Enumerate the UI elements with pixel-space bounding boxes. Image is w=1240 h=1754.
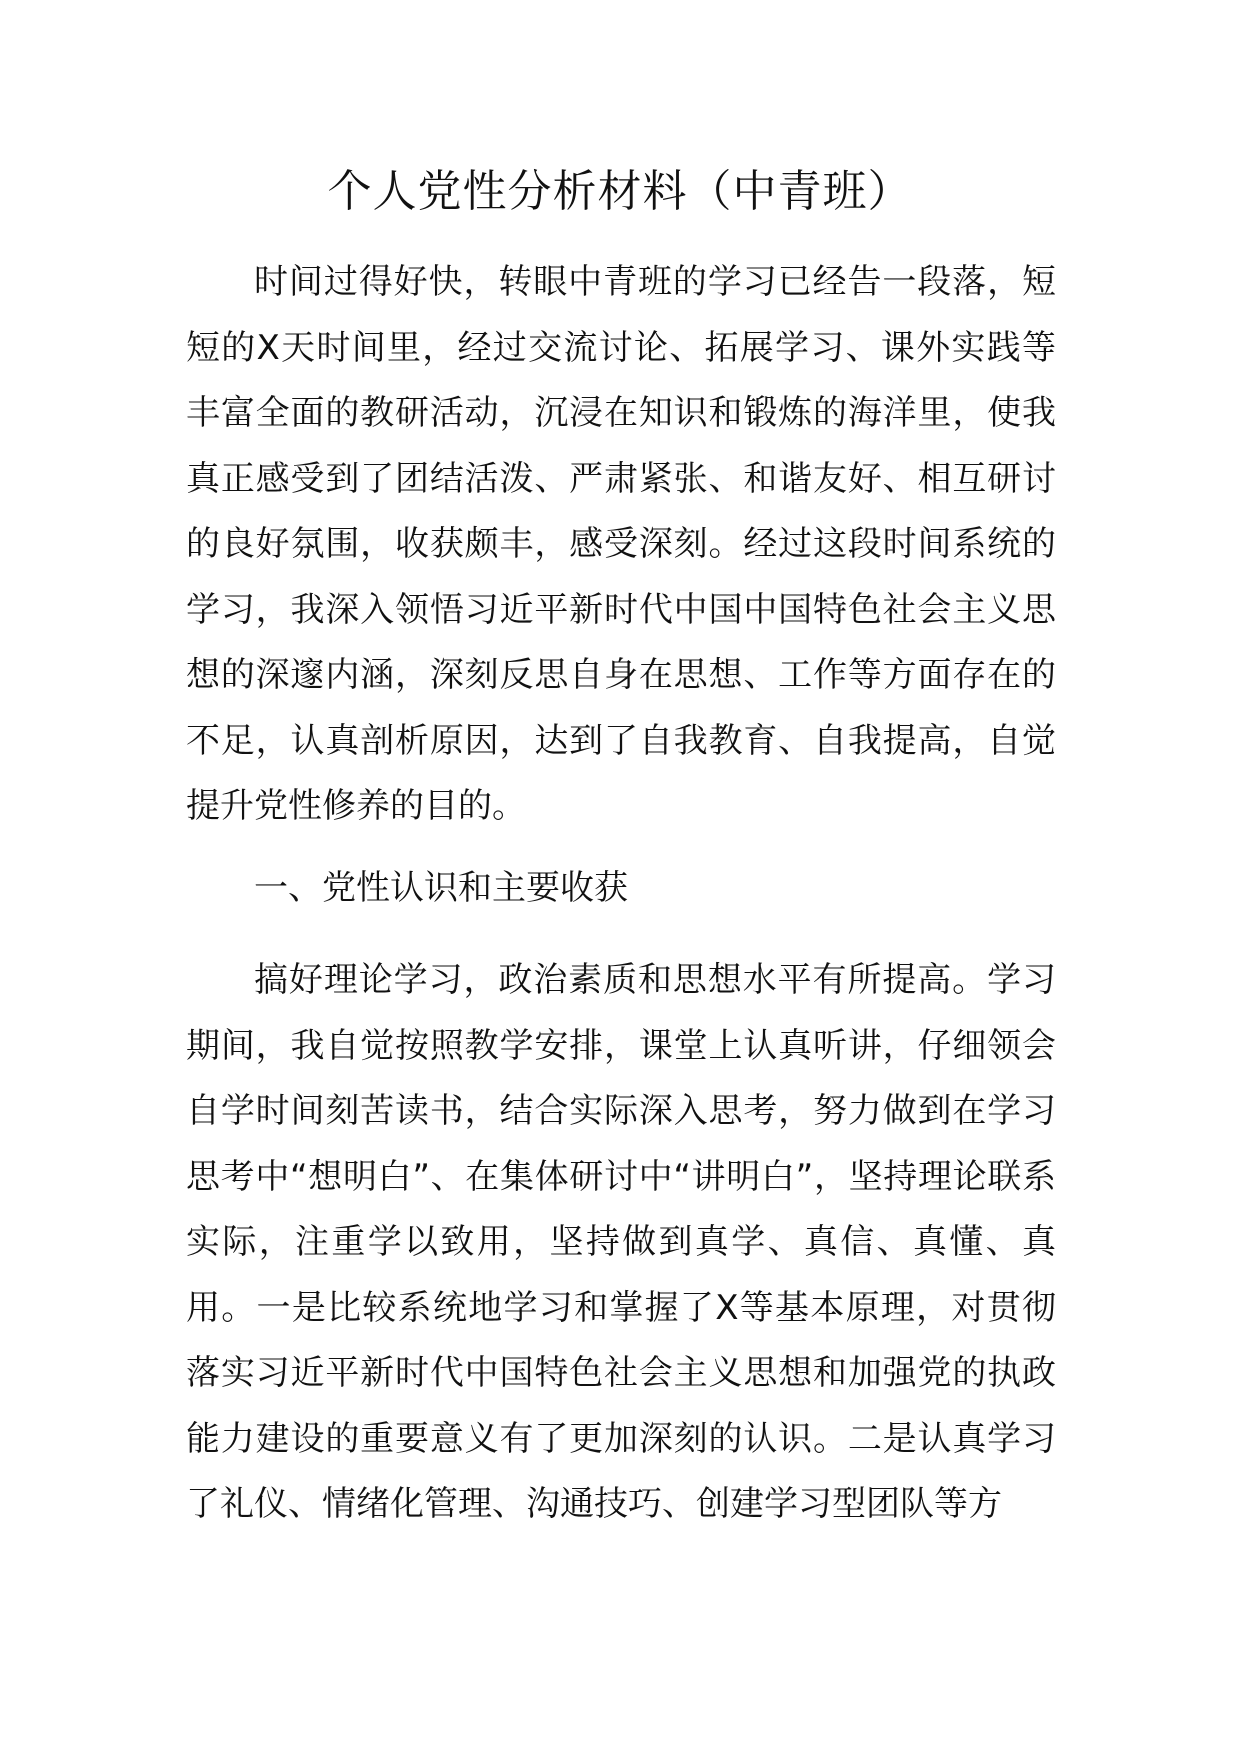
section-paragraph: 搞好理论学习，政治素质和思想水平有所提高。学习期间，我自觉按照教学安排，课堂上认真听讲，仔细领会自学时间刻苦读书，结合实际深入思考，努力做到在学习思考中“想明白”、在集体研讨中“讲明白”，坚持理论联系实际，注重学以致用，坚持做到真学、真信、真懂、真用。一是比较系统地学习和掌握了X等基本原理，对贯彻落实习近平新时代中国特色社会主义思想和加强党的执政能力建设的重要意义有了更加深刻的认识。二是认真学习了礼仪、情绪化管理、沟通技巧、创建学习型团队等方 xyxy=(186,960,1056,1524)
document-title: 个人党性分析材料（中青班） xyxy=(327,166,913,217)
intro-paragraph: 时间过得好快，转眼中青班的学习已经告一段落，短短的X天时间里，经过交流讨论、拓展学习、课外实践等丰富全面的教研活动，沉浸在知识和锻炼的海洋里，使我真正感受到了团结活泼、严肃紧张、和谐友好、相互研讨的良好氛围，收获颇丰，感受深刻。经过这段时间系统的学习，我深入领悟习近平新时代中国中国特色社会主义思想的深邃内涵，深刻反思自身在思想、工作等方面存在的不足，认真剖析原因，达到了自我教育、自我提高，自觉提升党性修养的目的。 xyxy=(186,262,1056,826)
section-heading: 一、党性认识和主要收获 xyxy=(254,868,628,908)
